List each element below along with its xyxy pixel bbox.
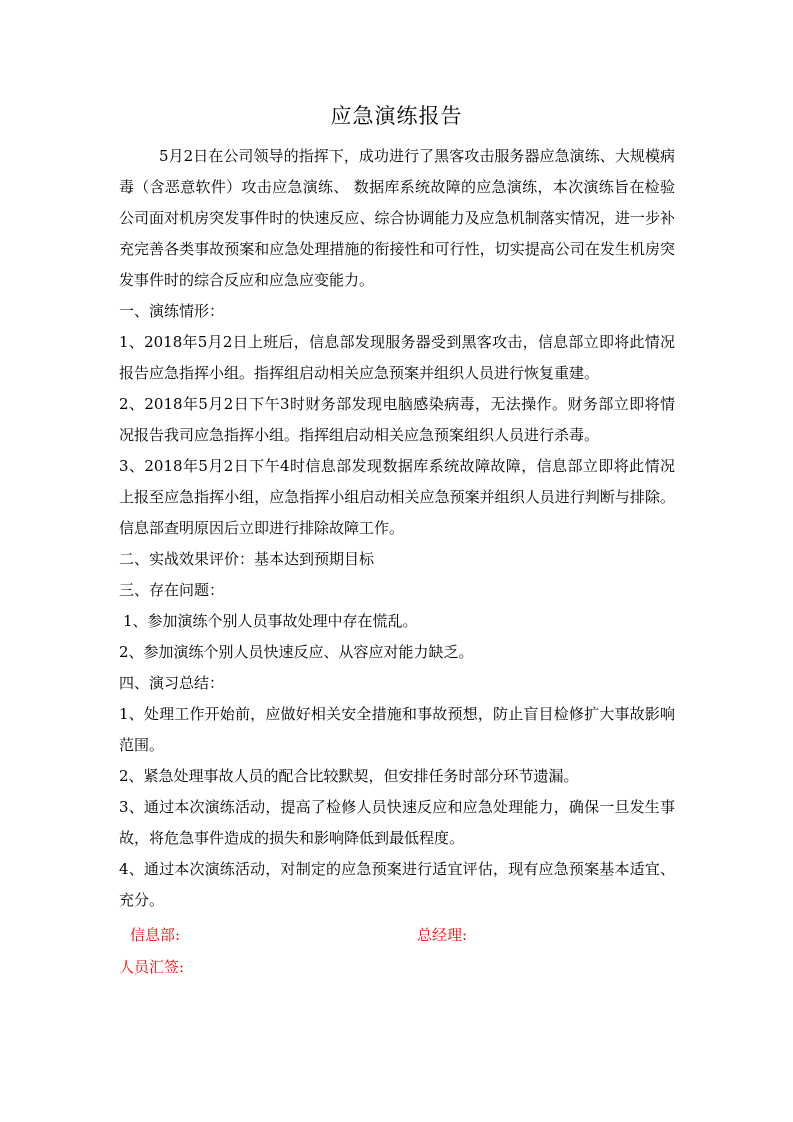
section-heading-scenarios: 一、演练情形： (119, 302, 225, 320)
summary-item: 4、通过本次演练活动，对制定的应急预案进行适宜评估，现有应急预案基本适宜、充分。 (119, 860, 675, 909)
summary-item: 3、通过本次演练活动，提高了检修人员快速反应和应急处理能力，确保一旦发生事故，将危急事件造成的损失和影响降低到最低程度。 (119, 798, 675, 847)
document-title: 应急演练报告 (330, 104, 463, 128)
document-body (119, 141, 675, 916)
problem-item: 1、参加演练个别人员事故处理中存在慌乱。 (123, 612, 418, 630)
signature-row (0, 920, 793, 950)
section-heading-evaluation: 二、实战效果评价：基本达到预期目标 (119, 550, 375, 568)
staff-signature-label: 人员汇签: (119, 958, 185, 976)
scenario-item: 3、2018年5月2日下午4时信息部发现数据库系统故障故障，信息部立即将此情况上报至应急指挥小组，应急指挥小组启动相关应急预案并组织人员进行判断与排除。信息部查明原因后立即进行排除故障工作。 (119, 457, 675, 537)
info-dept-signature-label: 信息部: (130, 926, 181, 944)
intro-paragraph: 5月2日在公司领导的指挥下，成功进行了黑客攻击服务器应急演练、大规模病毒（含恶意软件）攻击应急演练、 数据库系统故障的应急演练，本次演练旨在检验公司面对机房突发事件时的快速反应、综合协调能力及应急机制落实情况，进一步补充完善各类事故预案和应急处理措施的衔接性和可行性，切实提高公司在发生机房突发事件时的综合反应和应急应变能力。 (119, 147, 675, 289)
summary-item: 2、紧急处理事故人员的配合比较默契，但安排任务时部分环节遗漏。 (119, 767, 579, 785)
scenario-item: 1、2018年5月2日上班后，信息部发现服务器受到黑客攻击，信息部立即将此情况报告应急指挥小组。指挥组启动相关应急预案并组织人员进行恢复重建。 (119, 333, 675, 382)
staff-signature-row (0, 952, 793, 982)
summary-item: 1、处理工作开始前，应做好相关安全措施和事故预想，防止盲目检修扩大事故影响范围。 (119, 705, 675, 754)
general-manager-signature-label: 总经理: (417, 926, 468, 944)
section-heading-summary: 四、演习总结： (119, 674, 225, 692)
section-heading-problems: 三、存在问题： (119, 581, 225, 599)
problem-item: 2、参加演练个别人员快速反应、从容应对能力缺乏。 (119, 643, 474, 661)
scenario-item: 2、2018年5月2日下午3时财务部发现电脑感染病毒，无法操作。财务部立即将情况报告我司应急指挥小组。指挥组启动相关应急预案组织人员进行杀毒。 (119, 395, 675, 444)
